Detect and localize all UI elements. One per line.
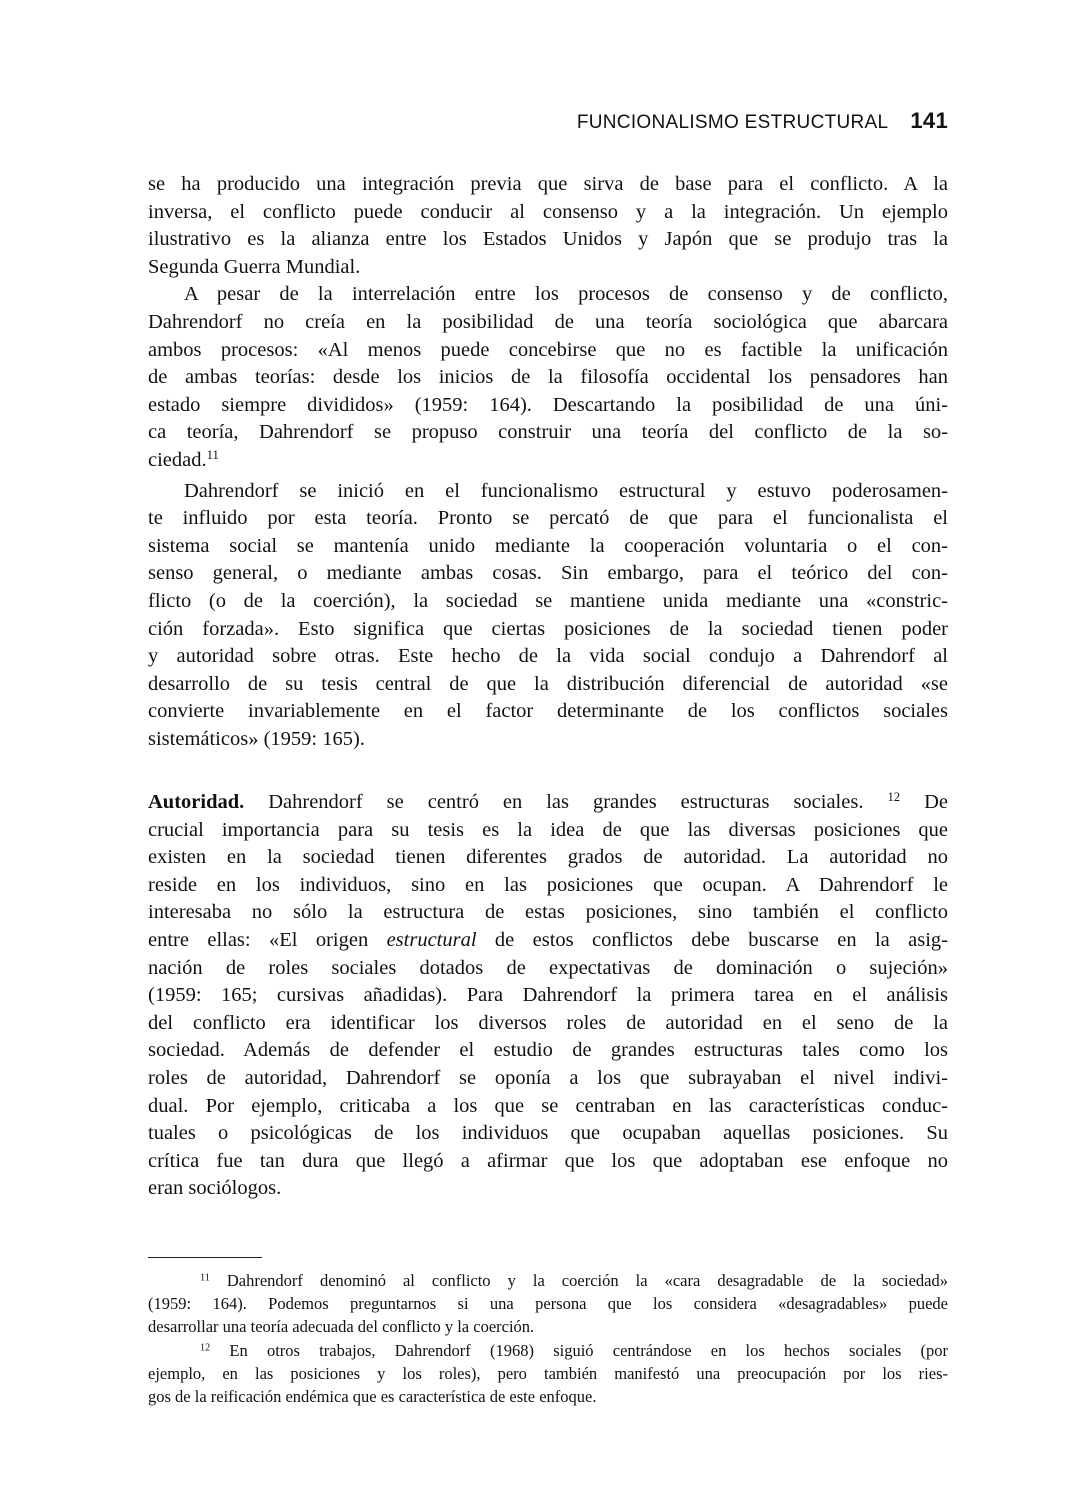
text-line: [148, 447, 948, 475]
text-line: [148, 817, 948, 845]
running-header: [148, 108, 948, 134]
section-heading: Autoridad.: [148, 791, 245, 813]
italic-text: estructural: [386, 928, 477, 951]
text-segment: entre ellas: «El origen: [148, 928, 387, 951]
text-segment: existen en la sociedad tienen diferentes grados de autoridad. La autoridad no: [148, 846, 948, 869]
text-segment: A pesar de la interrelación entre los procesos de consenso y de conflicto,: [184, 283, 948, 306]
text-line: [148, 726, 948, 754]
paragraph: [148, 478, 948, 754]
text-line: [148, 698, 948, 726]
text-segment: desarrollar una teoría adecuada del conflicto y la coerción.: [148, 1317, 535, 1337]
text-segment: desarrollo de su tesis central de que la distribución diferencial de autoridad «se: [148, 672, 948, 695]
text-segment: estado siempre divididos» (1959: 164). Descartando la posibilidad de una úni-: [148, 393, 948, 416]
text-line: [148, 1175, 948, 1203]
text-segment: ilustrativo es la alianza entre los Estados Unidos y Japón que se produjo tras la: [148, 228, 948, 251]
text-segment: te influido por esta teoría. Pronto se percató de que para el funcionalista el: [148, 507, 948, 530]
text-line: [148, 1010, 948, 1038]
text-line: [148, 1120, 948, 1148]
text-line: [148, 899, 948, 927]
text-segment: tuales o psicológicas de los individuos que ocupaban aquellas posiciones. Su: [148, 1122, 948, 1145]
paragraph-autoridad: [148, 789, 948, 1203]
page-number: 141: [910, 108, 948, 133]
text-line: [148, 872, 948, 900]
text-line: [148, 1065, 948, 1093]
text-line: [148, 364, 948, 392]
text-segment: (1959: 165; cursivas añadidas). Para Dahrendorf la primera tarea en el análisis: [148, 984, 948, 1007]
text-line: [148, 671, 948, 699]
text-segment: eran sociólogos.: [148, 1177, 282, 1200]
text-line: [148, 505, 948, 533]
text-line: [148, 199, 948, 227]
running-title: FUNCIONALISMO ESTRUCTURAL: [576, 112, 889, 133]
footnote-marker: 11: [200, 1272, 210, 1284]
text-line: [148, 955, 948, 983]
footnotes: [148, 1269, 948, 1408]
paragraph: [148, 171, 948, 281]
text-line: [148, 392, 948, 420]
text-line: [148, 1269, 948, 1292]
text-line: [148, 588, 948, 616]
text-segment: crucial importancia para su tesis es la idea de que las diversas posiciones que: [148, 818, 948, 841]
text-line: [148, 643, 948, 671]
text-segment: Dahrendorf no creía en la posibilidad de una teoría sociológica que abarcara: [148, 310, 948, 333]
text-line: [148, 1385, 948, 1408]
footnote-marker: 11: [206, 447, 219, 462]
text-segment: de ambas teorías: desde los inicios de la filosofía occidental los pensadores han: [148, 366, 948, 389]
text-segment: De: [900, 791, 949, 813]
text-segment: Segunda Guerra Mundial.: [148, 255, 361, 278]
paragraph: [148, 281, 948, 474]
text-segment: Dahrendorf se centró en las grandes estructuras sociales.: [244, 791, 888, 813]
text-segment: ciedad.: [148, 448, 207, 471]
text-segment: (1959: 164). Podemos preguntarnos si una persona que los considera «desagradables» puede: [148, 1294, 948, 1314]
text-segment: senso general, o mediante ambas cosas. Sin embargo, para el teórico del con-: [148, 562, 948, 585]
text-segment: se ha producido una integración previa que sirva de base para el conflicto. A la: [148, 173, 948, 195]
text-segment: del conflicto era identificar los diversos roles de autoridad en el seno de la: [148, 1011, 948, 1034]
body-text: [148, 171, 948, 753]
text-segment: sistema social se mantenía unido mediante la cooperación voluntaria o el con-: [148, 534, 948, 557]
text-line: [148, 1037, 948, 1065]
text-line: [148, 171, 948, 199]
text-segment: convierte invariablemente en el factor determinante de los conflictos sociales: [148, 700, 948, 723]
text-line: [148, 1315, 948, 1338]
text-segment: gos de la reificación endémica que es característica de este enfoque.: [148, 1386, 597, 1406]
footnote: [148, 1269, 948, 1339]
text-line: [148, 478, 948, 506]
text-line: [148, 927, 948, 955]
text-segment: Dahrendorf se inició en el funcionalismo estructural y estuvo poderosamen-: [184, 479, 948, 502]
text-line: [148, 1292, 948, 1315]
text-segment: flicto (o de la coerción), la sociedad se mantiene unida mediante una «constric-: [148, 589, 948, 612]
text-segment: sociedad. Además de defender el estudio de grandes estructuras tales como los: [148, 1039, 948, 1062]
text-segment: ambos procesos: «Al menos puede concebirse que no es factible la unificación: [148, 338, 948, 361]
footnote-divider: [148, 1257, 262, 1258]
text-line: [148, 560, 948, 588]
text-line: [148, 533, 948, 561]
footnote-marker: 12: [200, 1341, 211, 1353]
text-segment: roles de autoridad, Dahrendorf se oponía a los que subrayaban el nivel indivi-: [148, 1066, 948, 1089]
text-line: [148, 1339, 948, 1362]
text-segment: interesaba no sólo la estructura de estas posiciones, sino también el conflicto: [148, 901, 948, 924]
text-line: [148, 1093, 948, 1121]
text-segment: En otros trabajos, Dahrendorf (1968) siguió centrándose en los hechos sociales (por: [210, 1340, 948, 1360]
text-line: [148, 844, 948, 872]
footnote: [148, 1339, 948, 1409]
text-line: [148, 226, 948, 254]
text-line: [148, 982, 948, 1010]
text-segment: Dahrendorf denominó al conflicto y la coerción la «cara desagradable de la sociedad»: [209, 1271, 948, 1290]
section-autoridad: [148, 789, 948, 1203]
text-segment: ción forzada». Esto significa que ciertas posiciones de la sociedad tienen poder: [148, 617, 948, 640]
text-segment: crítica fue tan dura que llegó a afirmar que los que adoptaban ese enfoque no: [148, 1149, 948, 1172]
text-line: [148, 1148, 948, 1176]
text-segment: sistemáticos» (1959: 165).: [148, 727, 365, 750]
text-line: [148, 309, 948, 337]
text-segment: dual. Por ejemplo, criticaba a los que se centraban en las características conduc-: [148, 1094, 948, 1117]
text-segment: ca teoría, Dahrendorf se propuso construir una teoría del conflicto de la so-: [148, 421, 948, 444]
text-line: [148, 789, 948, 817]
text-line: [148, 1362, 948, 1385]
text-segment: de estos conflictos debe buscarse en la asig-: [476, 928, 948, 951]
text-line: [148, 616, 948, 644]
text-line: [148, 281, 948, 309]
text-segment: reside en los individuos, sino en las posiciones que ocupan. A Dahrendorf le: [148, 873, 948, 896]
text-segment: nación de roles sociales dotados de expectativas de dominación o sujeción»: [148, 956, 948, 979]
text-segment: y autoridad sobre otras. Este hecho de la vida social condujo a Dahrendorf al: [148, 645, 948, 668]
text-line: [148, 337, 948, 365]
text-segment: ejemplo, en las posiciones y los roles), pero también manifestó una preocupación por los ries-: [148, 1363, 948, 1383]
text-line: [148, 254, 948, 282]
text-line: [148, 419, 948, 447]
footnote-marker: 12: [887, 790, 901, 805]
text-segment: inversa, el conflicto puede conducir al consenso y a la integración. Un ejemplo: [148, 200, 948, 223]
